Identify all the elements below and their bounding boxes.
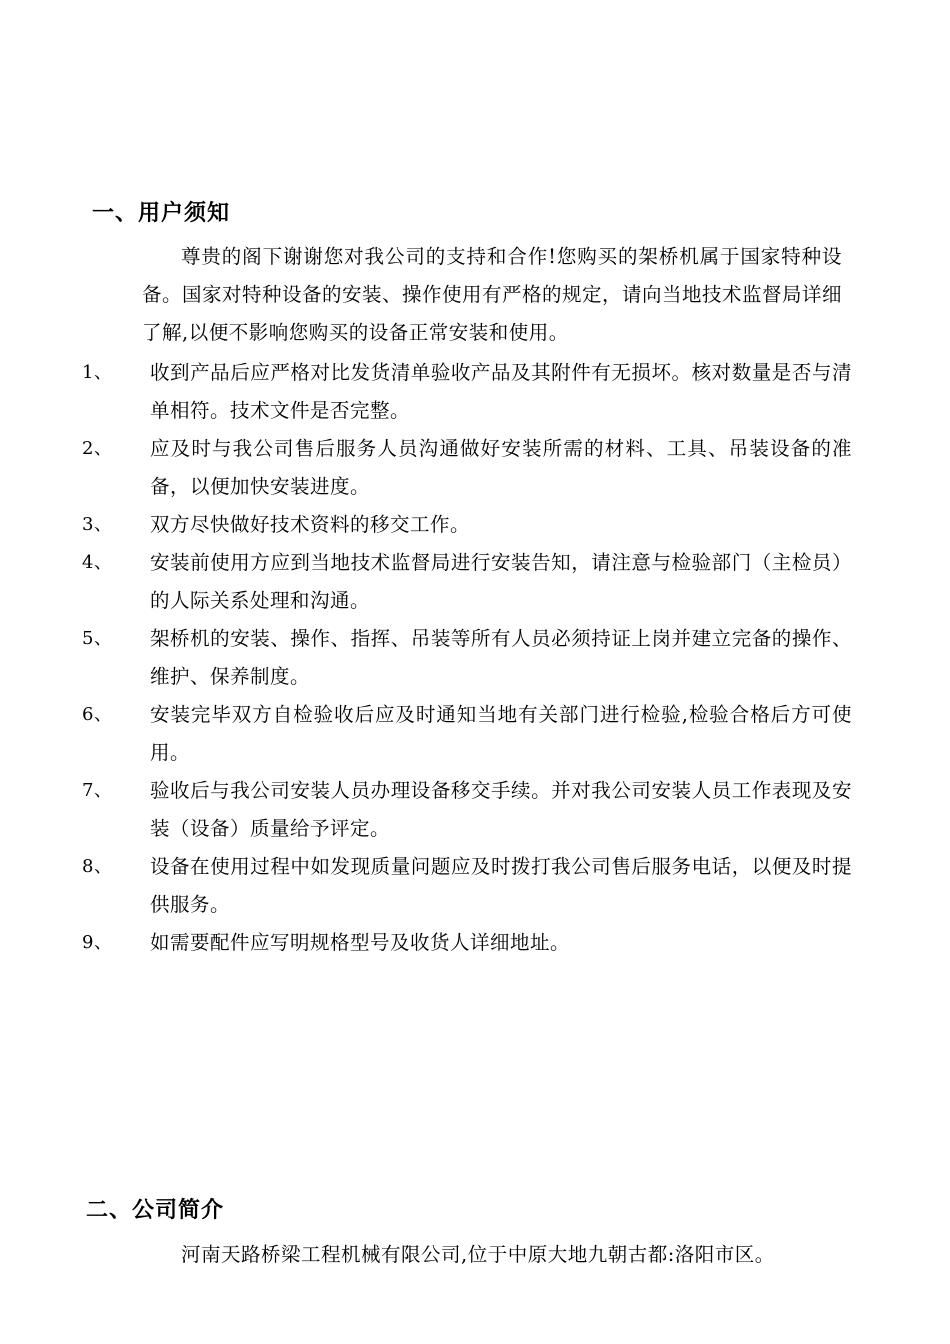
list-item-text: 收到产品后应严格对比发货清单验收产品及其附件有无损坏。核对数量是否与清单相符。技术文件是否完整。 [150,361,852,422]
list-item-number: 6、 [82,704,113,725]
list-item-text: 双方尽快做好技术资料的移交工作。 [150,513,471,536]
company-paragraph: 河南天路桥梁工程机械有限公司,位于中原大地九朝古都:洛阳市区。 [181,1243,775,1266]
list-item [82,544,852,620]
list-item-text: 设备在使用过程中如发现质量问题应及时拨打我公司售后服务电话，以便及时提供服务。 [150,855,852,916]
list-item-number: 1、 [82,362,113,383]
list-item [82,354,852,430]
list-item [82,620,852,696]
list-item [82,772,852,848]
list-item [82,506,852,544]
notice-list [82,354,852,962]
list-item-number: 2、 [82,438,113,459]
list-item-text: 应及时与我公司售后服务人员沟通做好安装所需的材料、工具、吊装设备的准备，以便加快安装进度。 [150,437,852,498]
list-item-number: 3、 [82,514,113,535]
list-item-number: 5、 [82,628,113,649]
intro-paragraph: 尊贵的阁下谢谢您对我公司的支持和合作!您购买的架桥机属于国家特种设备。国家对特种设备的安装、操作使用有严格的规定，请向当地技术监督局详细了解,以便不影响您购买的设备正常安装和使用。 [142,245,843,344]
list-item-text: 安装前使用方应到当地技术监督局进行安装告知，请注意与检验部门（主检员）的人际关系处理和沟通。 [150,551,852,612]
list-item-number: 9、 [82,932,113,953]
list-item-number: 8、 [82,856,113,877]
section-heading-company-profile: 二、公司简介 [86,1198,225,1223]
section-heading-user-notice: 一、用户须知 [92,201,231,226]
list-item [82,924,852,962]
list-item-number: 7、 [82,780,113,801]
list-item [82,430,852,506]
list-item-text: 安装完毕双方自检验收后应及时通知当地有关部门进行检验,检验合格后方可使用。 [150,703,852,764]
list-item-text: 如需要配件应写明规格型号及收货人详细地址。 [150,931,571,954]
list-item-number: 4、 [82,552,113,573]
list-item-text: 验收后与我公司安装人员办理设备移交手续。并对我公司安装人员工作表现及安装（设备）质量给予评定。 [150,779,852,840]
list-item [82,696,852,772]
list-item-text: 架桥机的安装、操作、指挥、吊装等所有人员必须持证上岗并建立完备的操作、维护、保养制度。 [150,627,852,688]
list-item [82,848,852,924]
